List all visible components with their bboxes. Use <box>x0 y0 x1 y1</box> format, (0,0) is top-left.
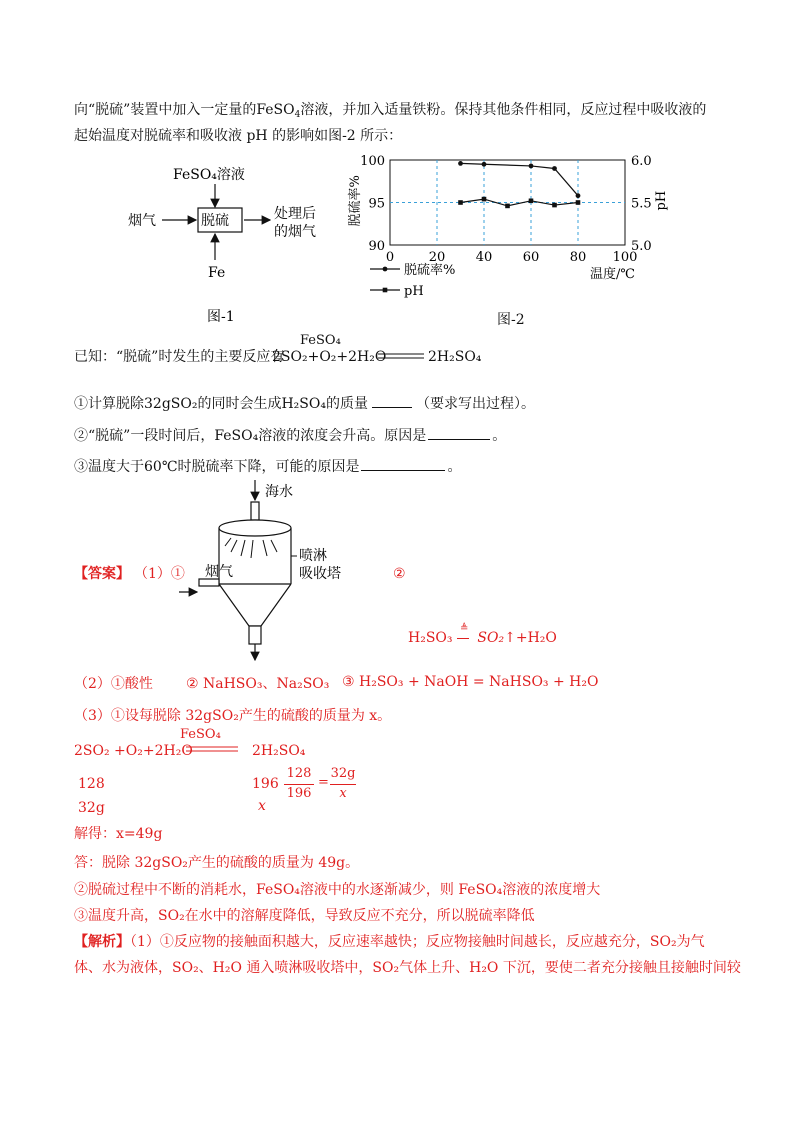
series-1-point <box>529 164 534 169</box>
y-left-tick-label: 100 <box>360 154 385 169</box>
tower-name-1: 喷淋 <box>299 548 327 564</box>
known-equation: 2SO₂+O₂+2H₂O <box>272 349 387 365</box>
legend-marker-2 <box>383 288 388 293</box>
calc-x: x <box>258 798 266 814</box>
intro-line-2: 起始温度对脱硫率和吸收液 pH 的影响如图-2 所示： <box>74 128 403 144</box>
x-axis-label: 温度/℃ <box>590 267 635 282</box>
series-2-point <box>482 197 487 202</box>
answer-part2-2: ② NaHSO₃、Na₂SO₃ <box>186 676 330 692</box>
legend-label-1: 脱硫率% <box>404 263 456 278</box>
answer-blank-1[interactable] <box>372 393 412 408</box>
spray-tower-diagram <box>175 478 405 668</box>
known-equals-double <box>378 351 426 361</box>
answer-blank-2[interactable] <box>428 425 490 440</box>
fig1-bottom-label: Fe <box>208 265 226 281</box>
x-tick-label: 100 <box>612 250 638 265</box>
figure-1 <box>110 160 340 330</box>
y-right-tick-label: 5.0 <box>631 239 652 254</box>
calc-128: 128 <box>78 776 105 792</box>
calc-equation-right: 2H₂SO₄ <box>252 743 306 759</box>
series-2-point <box>458 200 463 205</box>
answer-tag: 【答案】 <box>74 566 130 582</box>
fig1-top-label: FeSO₄溶液 <box>173 167 245 183</box>
answer-solve: 解得：x=49g <box>74 826 163 842</box>
answer-part2-3: ③ H₂SO₃ + NaOH = NaHSO₃ + H₂O <box>342 674 599 690</box>
x-tick-label: 60 <box>522 250 540 265</box>
known-line: 已知：“脱硫”时发生的主要反应有 <box>74 349 285 365</box>
tower-seawater-label: 海水 <box>265 484 293 500</box>
fig2-caption: 图-2 <box>497 312 525 328</box>
answer-blank-3[interactable] <box>361 456 445 471</box>
calc-catalyst: FeSO₄ <box>180 727 221 742</box>
y-left-axis-label: 脱硫率% <box>348 175 363 227</box>
analysis-line-2: 体、水为液体，SO₂、H₂O 通入喷淋吸收塔中，SO₂气体上升、H₂O 下沉，要使二者充分接触且接触时间较 <box>74 960 741 976</box>
question-2: ②“脱硫”一段时间后，FeSO₄溶液的浓度会升高。原因是 。 <box>74 425 506 446</box>
fig1-right-label-2: 的烟气 <box>274 224 316 240</box>
tower-name-2: 吸收塔 <box>299 566 341 582</box>
series-2-point <box>576 200 581 205</box>
y-right-tick-label: 6.0 <box>631 154 652 169</box>
answer-part3-2: ②脱硫过程中不断的消耗水，FeSO₄溶液中的水逐渐减少，则 FeSO₄溶液的浓度增大 <box>74 882 601 898</box>
calc-196: 196 <box>252 776 279 792</box>
answer-circle-2: ② <box>393 566 406 582</box>
question-1: ①计算脱除32gSO₂的同时会生成H₂SO₄的质量 （要求写出过程）。 <box>74 393 535 414</box>
y-right-tick-label: 5.5 <box>631 196 652 212</box>
x-tick-label: 80 <box>569 250 587 265</box>
legend-marker-1 <box>383 267 388 272</box>
series-1-point <box>576 193 581 198</box>
x-tick-label: 20 <box>428 250 446 265</box>
intro-line-1: 向“脱硫”装置中加入一定量的FeSO$_4$溶液，并加入适量铁粉。保持其他条件相同，反应过程中吸收液的 <box>74 102 707 120</box>
series-2-point <box>505 204 510 209</box>
fig1-right-label-1: 处理后 <box>274 206 316 222</box>
tower-flue-gas-label: 烟气 <box>205 564 233 580</box>
analysis-line-1: 【解析】（1）①反应物的接触面积越大，反应速率越快；反应物接触时间越长，反应越充分，SO₂为气 <box>74 934 705 950</box>
calc-32g: 32g <box>78 800 105 816</box>
fraction-equals: = <box>318 775 329 790</box>
x-tick-label: 40 <box>475 250 493 265</box>
series-1-point <box>552 166 557 171</box>
series-1-point <box>458 161 463 166</box>
answer-part1-label: （1）① <box>134 566 185 582</box>
x-tick-label: 0 <box>385 250 395 265</box>
calc-equals-double <box>186 744 240 754</box>
calc-equation-left: 2SO₂ +O₂+2H₂O <box>74 743 193 759</box>
answer-equation-h2so3: H₂SO₃ ≜ SO₂↑+H₂O <box>408 623 557 646</box>
series-2-point <box>529 199 534 204</box>
fraction-left-bar <box>284 784 314 785</box>
series-1-point <box>482 162 487 167</box>
question-3: ③温度大于60℃时脱硫率下降，可能的原因是 。 <box>74 456 461 477</box>
answer-conclusion: 答：脱除 32gSO₂产生的硫酸的质量为 49g。 <box>74 855 360 871</box>
fraction-right-bar <box>330 784 356 785</box>
fraction-right-bottom: x <box>339 786 347 801</box>
y-left-tick-label: 95 <box>368 196 385 212</box>
fig1-left-label: 烟气 <box>128 213 156 229</box>
figure-2-chart <box>330 150 670 330</box>
known-equation-right: 2H₂SO₄ <box>428 349 482 365</box>
answer-part3-intro: （3）①设每脱除 32gSO₂产生的硫酸的质量为 x。 <box>74 708 392 724</box>
y-right-axis-label: pH <box>654 190 669 211</box>
series-2-point <box>552 203 557 208</box>
answer-part3-3: ③温度升高，SO₂在水中的溶解度降低，导致反应不充分，所以脱硫率降低 <box>74 908 535 924</box>
series-line-1 <box>461 163 579 195</box>
answer-part2-1: （2）①酸性 <box>74 676 153 692</box>
fig1-caption: 图-1 <box>207 309 235 325</box>
fraction-right-top: 32g <box>330 766 356 781</box>
known-catalyst: FeSO₄ <box>300 333 341 348</box>
legend-label-2: pH <box>404 284 424 299</box>
fraction-left-bottom: 196 <box>286 786 312 801</box>
y-left-tick-label: 90 <box>368 239 385 254</box>
fraction-left-top: 128 <box>286 766 312 781</box>
fig1-box-label: 脱硫 <box>201 213 229 229</box>
